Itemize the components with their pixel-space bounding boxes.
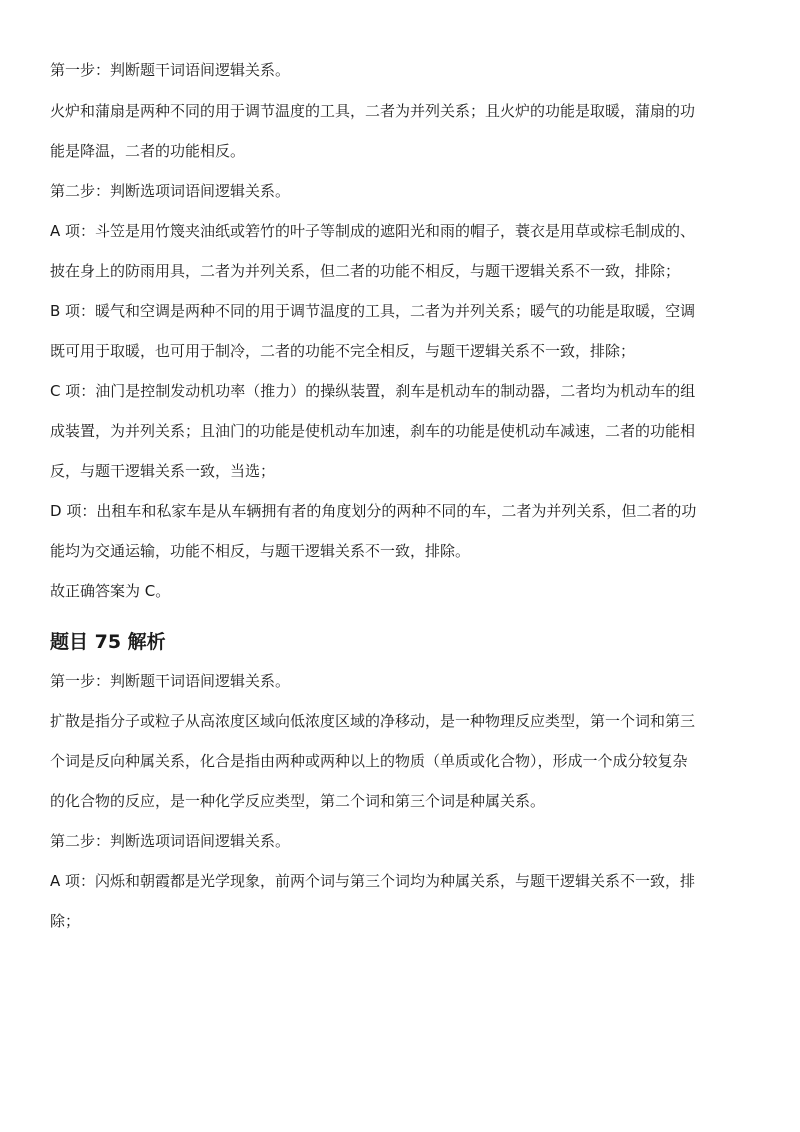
- paragraph-line: 扩散是指分子或粒子从高浓度区域向低浓度区域的净移动，是一种物理反应类型，第一个词和第三: [50, 712, 696, 730]
- section-heading: 题目 75 解析: [50, 631, 166, 653]
- paragraph-line: 既可用于取暖，也可用于制冷，二者的功能不完全相反，与题干逻辑关系不一致，排除；: [50, 342, 636, 360]
- paragraph-line: A 项：闪烁和朝霞都是光学现象，前两个词与第三个词均为种属关系，与题干逻辑关系不一致，排: [50, 872, 696, 890]
- paragraph-line: 第一步：判断题干词语间逻辑关系。: [50, 672, 291, 690]
- answer-line: 故正确答案为 C。: [50, 582, 171, 600]
- paragraph-line: 第一步：判断题干词语间逻辑关系。: [50, 61, 291, 79]
- paragraph-line: 第二步：判断选项词语间逻辑关系。: [50, 182, 291, 200]
- paragraph-line: 成装置，为并列关系；且油门的功能是使机动车加速，刹车的功能是使机动车减速，二者的功能相: [50, 422, 696, 440]
- paragraph-line: 火炉和蒲扇是两种不同的用于调节温度的工具，二者为并列关系；且火炉的功能是取暖，蒲扇的功: [50, 102, 696, 120]
- paragraph-line: A 项：斗笠是用竹篾夹油纸或箬竹的叶子等制成的遮阳光和雨的帽子，蓑衣是用草或棕毛制成的、: [50, 222, 696, 240]
- paragraph-line: 的化合物的反应，是一种化学反应类型，第二个词和第三个词是种属关系。: [50, 792, 546, 810]
- paragraph-line: C 项：油门是控制发动机功率（推力）的操纵装置，刹车是机动车的制动器，二者均为机动车的组: [50, 382, 696, 400]
- paragraph-line: 反，与题干逻辑关系一致，当选；: [50, 462, 276, 480]
- paragraph-line: B 项：暖气和空调是两种不同的用于调节温度的工具，二者为并列关系；暖气的功能是取暖，空调: [50, 302, 696, 320]
- paragraph-line: 第二步：判断选项词语间逻辑关系。: [50, 832, 291, 850]
- paragraph-line: D 项：出租车和私家车是从车辆拥有者的角度划分的两种不同的车，二者为并列关系，但二者的功: [50, 502, 697, 520]
- paragraph-line: 披在身上的防雨用具，二者为并列关系，但二者的功能不相反，与题干逻辑关系不一致，排除；: [50, 262, 681, 280]
- paragraph-line: 除；: [50, 912, 81, 930]
- paragraph-line: 能均为交通运输，功能不相反，与题干逻辑关系不一致，排除。: [50, 542, 471, 560]
- paragraph-line: 能是降温，二者的功能相反。: [50, 142, 246, 160]
- paragraph-line: 个词是反向种属关系，化合是指由两种或两种以上的物质（单质或化合物），形成一个成分较复杂: [50, 752, 688, 770]
